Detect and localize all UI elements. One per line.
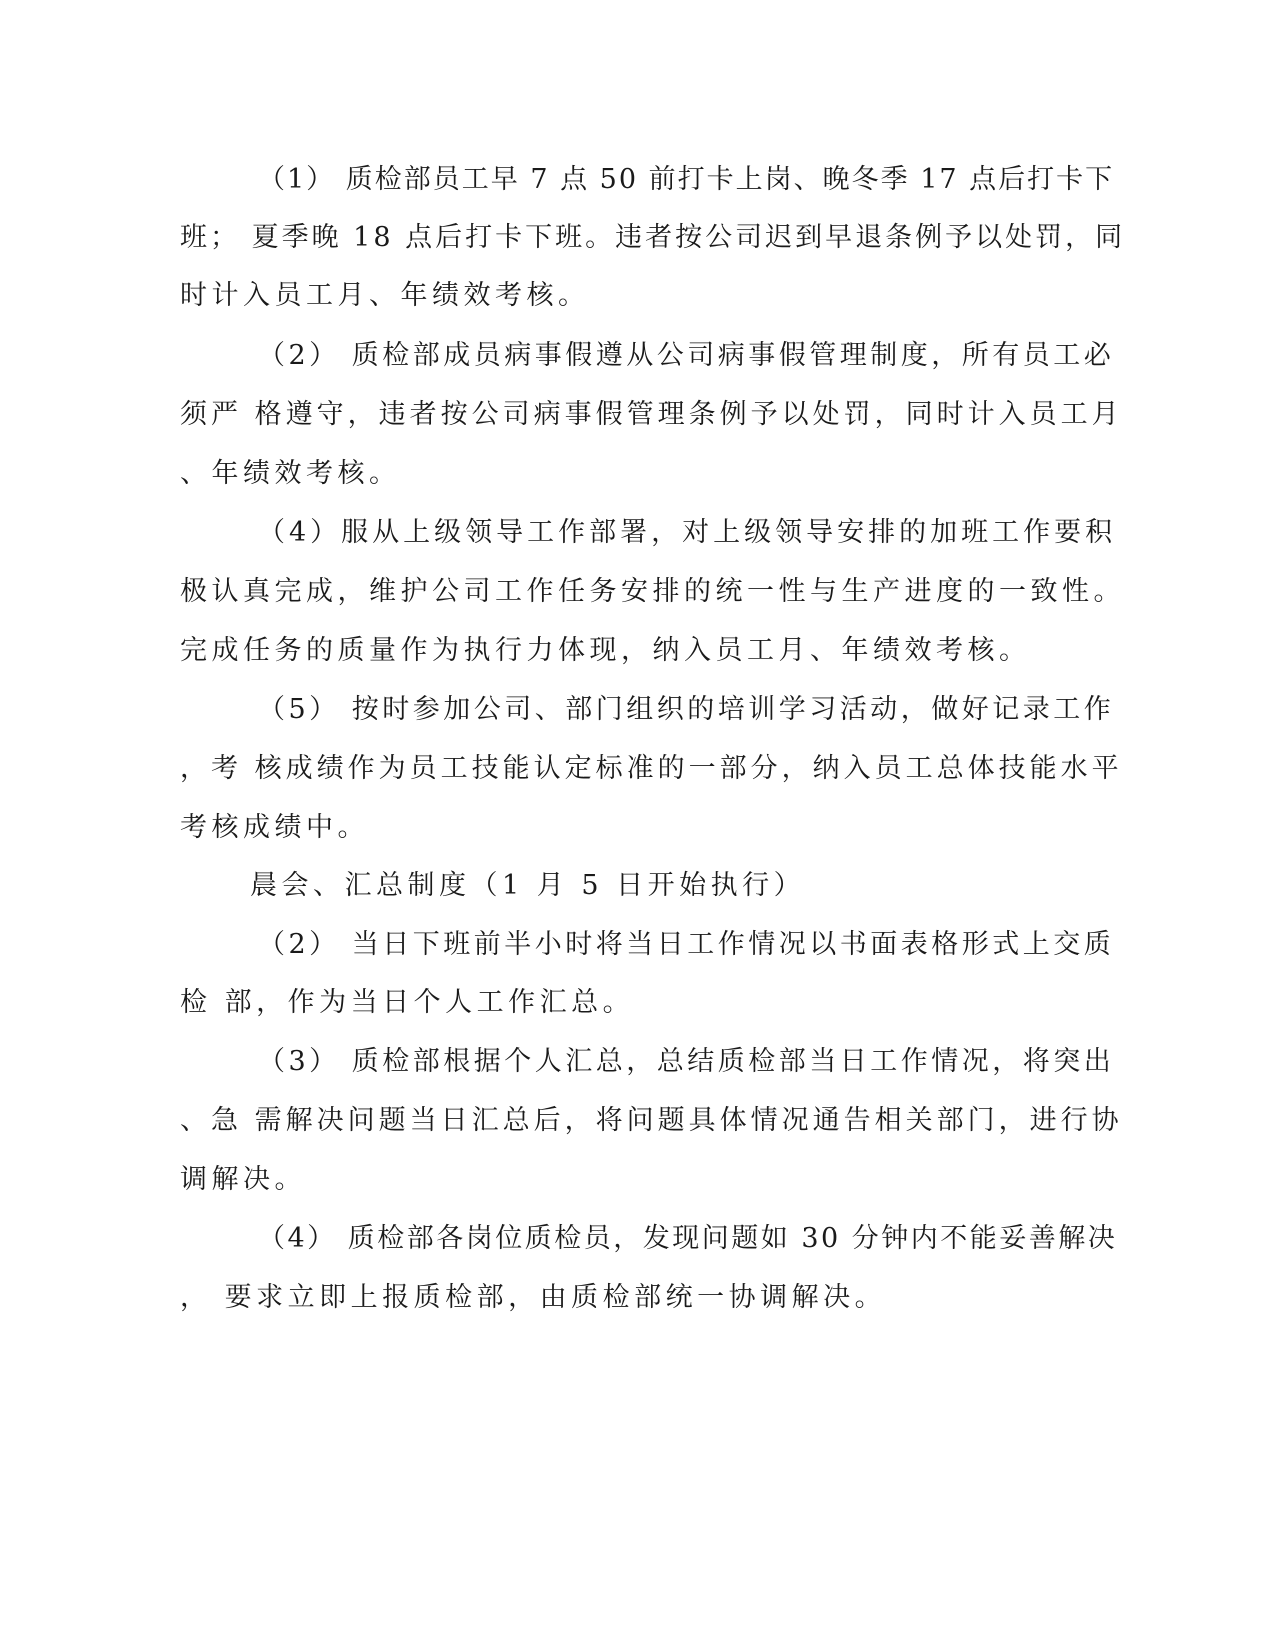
- text-line: （4）服从上级领导工作部署，对上级领导安排的加班工作要积: [258, 517, 1117, 548]
- text-line: （5） 按时参加公司、部门组织的培训学习活动，做好记录工作: [258, 694, 1115, 725]
- text-line: 检 部，作为当日个人工作汇总。: [180, 987, 635, 1018]
- text-line: （3） 质检部根据个人汇总，总结质检部当日工作情况，将突出: [258, 1046, 1115, 1077]
- text-line: 完成任务的质量作为执行力体现，纳入员工月、年绩效考核。: [180, 635, 1031, 666]
- text-line: 、年绩效考核。: [180, 458, 401, 489]
- text-line: （4） 质检部各岗位质检员，发现问题如 30 分钟内不能妥善解决: [258, 1223, 1118, 1254]
- text-line: （2） 当日下班前半小时将当日工作情况以书面表格形式上交质: [258, 929, 1115, 960]
- text-line: 考核成绩中。: [180, 812, 369, 843]
- text-line: ，考 核成绩作为员工技能认定标准的一部分，纳入员工总体技能水平: [180, 753, 1123, 784]
- section-heading: 晨会、汇总制度（1 月 5 日开始执行）: [250, 870, 806, 901]
- text-line: （2） 质检部成员病事假遵从公司病事假管理制度，所有员工必: [258, 340, 1115, 371]
- text-line: 时计入员工月、年绩效考核。: [180, 280, 590, 311]
- text-line: ， 要求立即上报质检部，由质检部统一协调解决。: [180, 1282, 887, 1313]
- text-line: （1） 质检部员工早 7 点 50 前打卡上岗、晚冬季 17 点后打卡下: [258, 164, 1115, 195]
- text-line: 、急 需解决问题当日汇总后，将问题具体情况通告相关部门，进行协: [180, 1105, 1123, 1136]
- text-line: 调解决。: [180, 1164, 306, 1195]
- text-line: 须严 格遵守，违者按公司病事假管理条例予以处罚，同时计入员工月: [180, 399, 1123, 430]
- text-line: 极认真完成，维护公司工作任务安排的统一性与生产进度的一致性。: [180, 576, 1125, 607]
- text-line: 班； 夏季晚 18 点后打卡下班。违者按公司迟到早退条例予以处罚，同: [180, 222, 1126, 253]
